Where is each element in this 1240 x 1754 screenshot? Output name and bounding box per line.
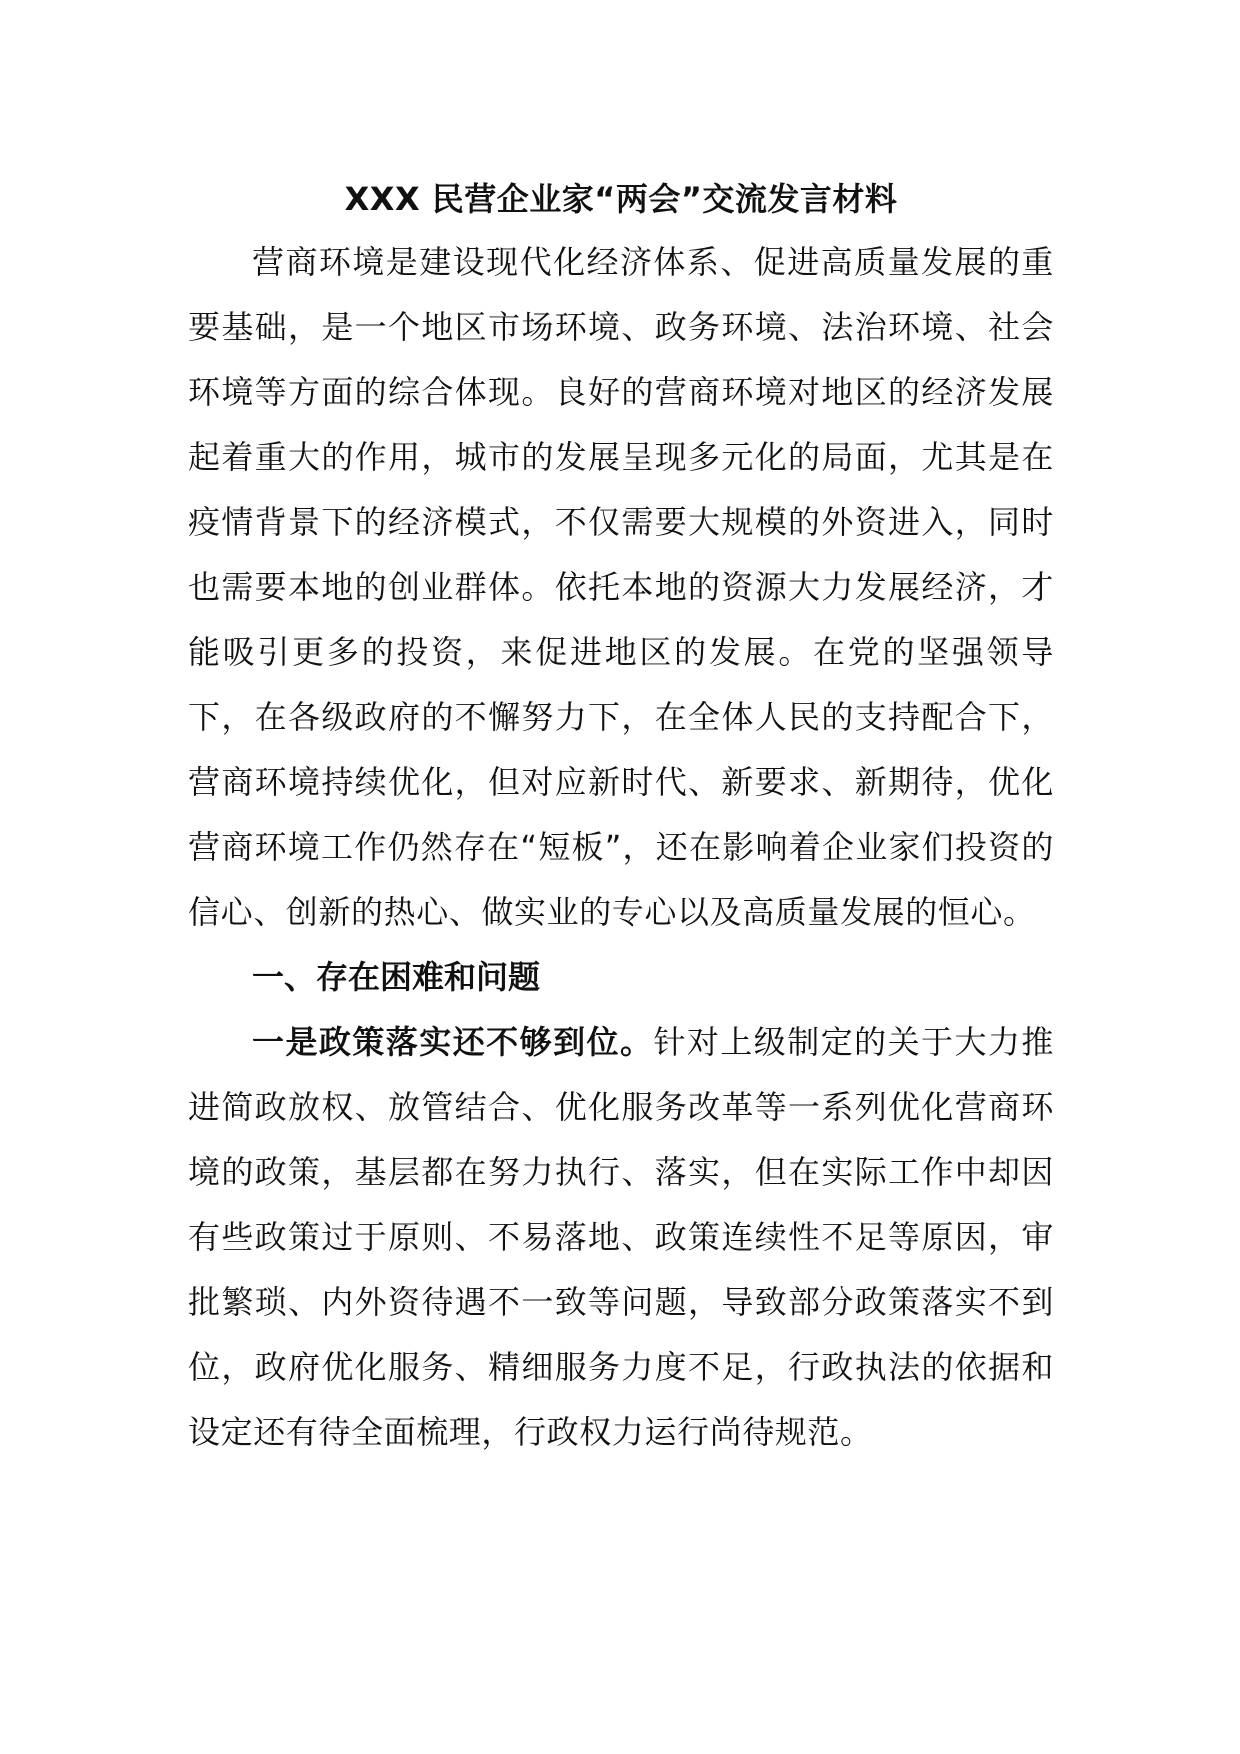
intro-paragraph: 营商环境是建设现代化经济体系、促进高质量发展的重要基础，是一个地区市场环境、政务环境、法治环境、社会环境等方面的综合体现。良好的营商环境对地区的经济发展起着重大的作用，城市的发展呈现多元化的局面，尤其是在疫情背景下的经济模式，不仅需要大规模的外资进入，同时也需要本地的创业群体。依托本地的资源大力发展经济，才能吸引更多的投资，来促进地区的发展。在党的坚强领导下，在各级政府的不懈努力下，在全体人民的支持配合下，营商环境持续优化，但对应新时代、新要求、新期待，优化营商环境工作仍然存在“短板”，还在影响着企业家们投资的信心、创新的热心、做实业的专心以及高质量发展的恒心。 — [188, 243, 1054, 931]
point-body-text: 针对上级制定的关于大力推进简政放权、放管结合、优化服务改革等一系列优化营商环境的政策，基层都在努力执行、落实，但在实际工作中却因有些政策过于原则、不易落地、政策连续性不足等原因，审批繁琐、内外资待遇不一致等问题，导致部分政策落实不到位，政府优化服务、精细服务力度不足，行政执法的依据和设定还有待全面梳理，行政权力运行尚待规范。 — [188, 1023, 1055, 1451]
document-title: XXX 民营企业家“两会”交流发言材料 — [344, 180, 898, 218]
section-heading: 一、存在困难和问题 — [252, 958, 541, 996]
point-paragraph — [188, 1010, 1054, 1465]
document-body — [188, 168, 1054, 1465]
point-lead-text: 一是政策落实还不够到位。 — [252, 1023, 654, 1061]
